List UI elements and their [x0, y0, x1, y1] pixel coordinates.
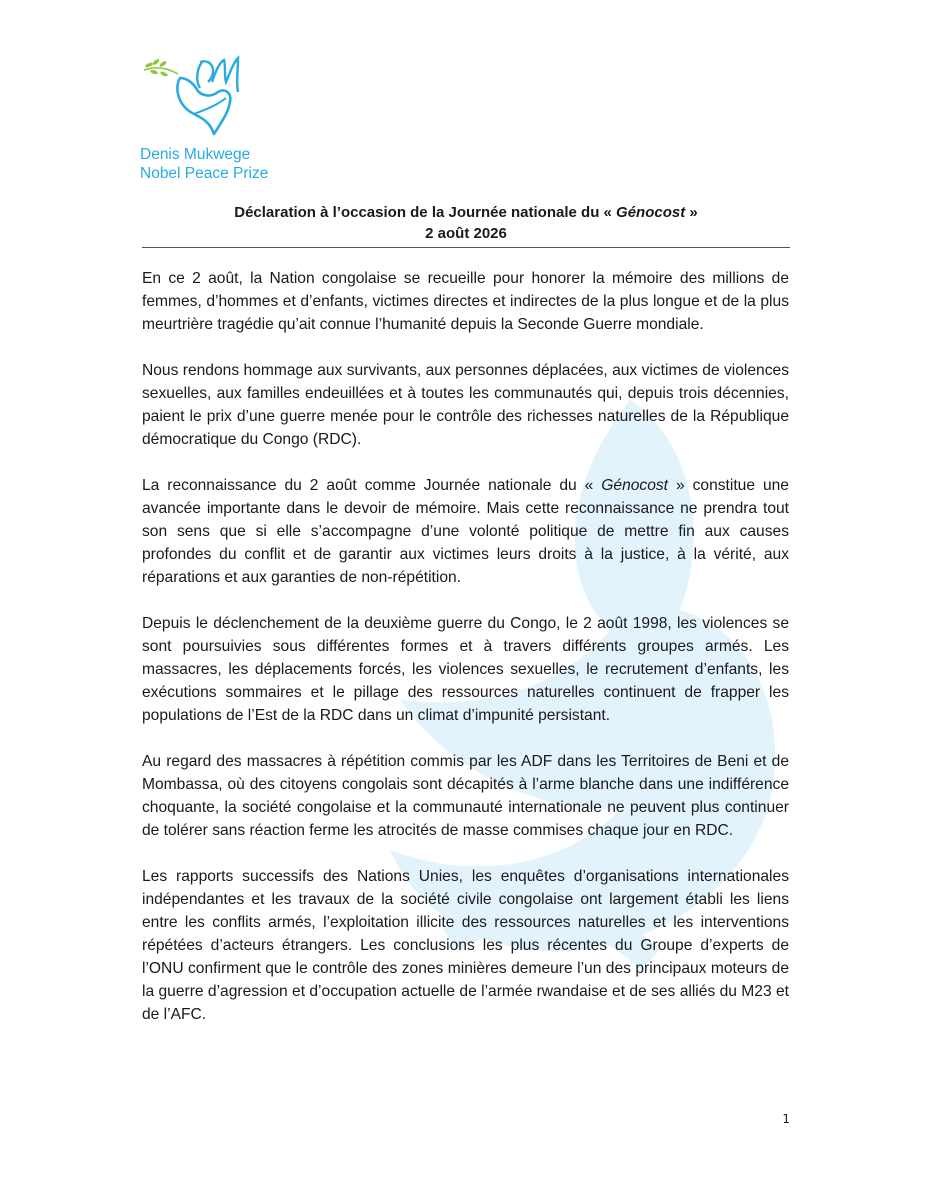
- document-title-line1: Déclaration à l’occasion de la Journée nationale du « Génocost »: [234, 204, 698, 221]
- genocost-term: Génocost: [601, 477, 669, 494]
- paragraph-3: La reconnaissance du 2 août comme Journée nationale du « Génocost » constitue une avancée importante dans le devoir de mémoire. Mais cette reconnaissance ne prendra tout son sens que si elle s’accompagne d’une volonté politique de mettre fin aux causes profondes du conflit et de garantir aux victimes leurs droits à la justice, à la vérité, aux réparations et aux garanties de non-répétition.: [142, 477, 789, 586]
- logo: [138, 48, 298, 182]
- document-title: [142, 202, 790, 244]
- page-number: 1: [782, 1112, 790, 1126]
- organization-name-line1: Denis Mukwege: [140, 146, 251, 163]
- organization-name-line2: Nobel Peace Prize: [140, 165, 269, 182]
- paragraph-5: Au regard des massacres à répétition commis par les ADF dans les Territoires de Beni et de Mombassa, où des citoyens congolais sont décapités à l’arme blanche dans une indifférence choquante, la société congolaise et la communauté internationale ne peuvent plus continuer de tolérer sans réaction ferme les atrocités de masse commises chaque jour en RDC.: [142, 753, 789, 839]
- paragraph-4: Depuis le déclenchement de la deuxième guerre du Congo, le 2 août 1998, les violences se sont poursuivies sous différentes formes et à travers différents groupes armés. Les massacres, les déplacements forcés, les violences sexuelles, le recrutement d’enfants, les exécutions sommaires et le pillage des ressources naturelles continuent de frapper les populations de l’Est de la RDC dans un climat d’impunité persistant.: [142, 615, 789, 724]
- title-divider: [142, 247, 790, 248]
- paragraph-2: Nous rendons hommage aux survivants, aux personnes déplacées, aux victimes de violences sexuelles, aux familles endeuillées et à toutes les communautés qui, depuis trois décennies, paient le prix d’une guerre menée pour le contrôle des richesses naturelles de la République démocratique du Congo (RDC).: [142, 362, 789, 448]
- dove-logo-icon: [138, 48, 248, 140]
- paragraph-1: En ce 2 août, la Nation congolaise se recueille pour honorer la mémoire des millions de femmes, d’hommes et d’enfants, victimes directes et indirectes de la plus longue et de la plus meurtrière tragédie qu’ait connue l’humanité depuis la Seconde Guerre mondiale.: [142, 270, 789, 333]
- organization-name: [140, 145, 268, 183]
- paragraph-6: Les rapports successifs des Nations Unies, les enquêtes d’organisations internationales indépendantes et les travaux de la société civile congolaise ont largement établi les liens entre les conflits armés, l’exploitation illicite des ressources naturelles et les interventions répétées d’acteurs étrangers. Les conclusions les plus récentes du Groupe d’experts de l’ONU confirment que le contrôle des zones minières demeure l’un des principaux moteurs de la guerre d’agression et d’occupation actuelle de l’armée rwandaise et de ses alliés du M23 et de l’AFC.: [142, 868, 789, 1023]
- genocost-term: Génocost: [616, 204, 686, 221]
- document-body: [142, 267, 789, 1049]
- document-date: 2 août 2026: [425, 225, 507, 242]
